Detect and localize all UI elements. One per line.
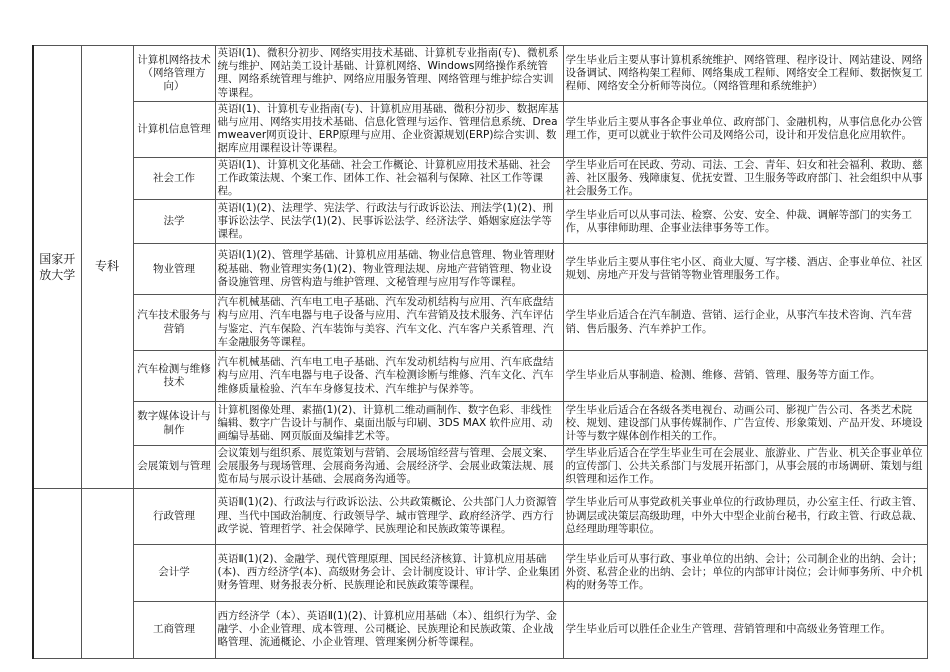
courses-cell: 英语Ⅱ(1)(2)、金融学、现代管理原理、国民经济核算、计算机应用基础(本)、西方经济学(本)、高级财务会计、会计制度设计、审计学、企业集团财务管理、财务报表分析、民族理论和民族政策等课程。 (215, 544, 563, 601)
table-row (33, 446, 927, 489)
major-cell: 物业管理 (133, 244, 215, 295)
major-cell: 行政管理 (133, 488, 215, 544)
courses-cell: 会议策划与组织系、展览策划与营销、会展场馆经营与管理、会展文案、会展服务与现场管理、会展商务沟通、会展经济学、会展业政策法规、展览布局与展示设计基础、会展商务沟通等。 (215, 446, 563, 489)
courses-cell: 西方经济学（本）、英语Ⅱ(1)(2)、计算机应用基础（本）、组织行为学、金融学、小企业管理、成本管理、公司概论、民族理论和民族政策、企业战略管理、流通概论、小企业管理、管理案例分析等课程。 (215, 601, 563, 658)
school-cell: 国家开放大学 (33, 46, 81, 489)
major-cell: 数字媒体设计与制作 (133, 402, 215, 446)
table-row (33, 351, 927, 402)
employment-cell: 学生毕业后适合在各级各类电视台、动画公司、影视广告公司、各类艺术院校、规划、建设部门从事传媒制作、广告宣传、形象策划、产品开发、环境设计等与数字媒体创作相关的工作。 (563, 402, 927, 446)
courses-cell: 计算机图像处理、素描(1)(2)、计算机二维动画制作、数字色彩、非线性编辑、数字广告设计与制作、桌面出版与印刷、3DS MAX 软件应用、动画编导基础、网页版面及编排艺术等。 (215, 402, 563, 446)
employment-cell: 学生毕业后从事制造、检测、维修、营销、管理、服务等方面工作。 (563, 351, 927, 402)
employment-cell: 学生毕业后可从事党政机关事业单位的行政协理员，办公室主任、行政主管、协调层或决策层高级助理，中外大中型企业前台秘书，行政主管、行政总裁、总经理助理等职位。 (563, 488, 927, 544)
table-row (33, 101, 927, 157)
employment-cell: 学生毕业后适合在学生毕业生可在会展业、旅游业、广告业、机关企事业单位的宣传部门、公共关系部门与发展开拓部门，从事会展的市场调研、策划与组织管理和运作工作。 (563, 446, 927, 489)
major-table (32, 45, 928, 659)
employment-cell: 学生毕业后主要从事住宅小区、商业大厦、写字楼、酒店、企事业单位、社区规划、房地产开发与营销等物业管理服务工作。 (563, 244, 927, 295)
table-row (33, 157, 927, 200)
major-cell: 汽车技术服务与营销 (133, 295, 215, 351)
major-cell: 会展策划与管理 (133, 446, 215, 489)
employment-cell: 学生毕业后可从事行政、事业单位的出纳、会计；公司制企业的出纳、会计；外资、私营企业的出纳、会计；单位的内部审计岗位；会计师事务所、中介机构的财务等工作。 (563, 544, 927, 601)
table-row (33, 488, 927, 544)
major-cell: 计算机网络技术（网络管理方向） (133, 46, 215, 102)
table-row (33, 544, 927, 601)
school-cell-lower (33, 488, 81, 658)
table-row (33, 46, 927, 102)
employment-cell: 学生毕业后可在民政、劳动、司法、工会、青年、妇女和社会福利、救助、慈善、社区服务、残障康复、优抚安置、卫生服务等政府部门、社会组织中从事社会服务工作。 (563, 157, 927, 200)
employment-cell: 学生毕业后可以从事司法、检察、公安、安全、仲裁、调解等部门的实务工作，从事律师助理、企事业法律事务等工作。 (563, 200, 927, 244)
courses-cell: 英语Ⅰ(1)、计算机专业指南(专)、计算机应用基础、微积分初步、数据库基础与应用、网络实用技术基础、信息化管理与运作、管理信息系统、Dreamweaver网页设计、ERP原理与应用、企业资源规划(ERP)综合实训、数据库应用课程设计等课程。 (215, 101, 563, 157)
courses-cell: 汽车机械基础、汽车电工电子基础、汽车发动机结构与应用、汽车底盘结构与应用、汽车电器与电子设备、汽车检测诊断与维修、汽车文化、汽车维修质量检验、汽车车身修复技术、汽车维护与保养等。 (215, 351, 563, 402)
courses-cell: 英语Ⅰ(1)、微积分初步、网络实用技术基础、计算机专业指南(专)、微机系统与维护、网站美工设计基础、计算机网络、Windows网络操作系统管理、网络系统管理与维护、网络应用服务管理、网络管理与维护综合实训等课程。 (215, 46, 563, 102)
major-cell: 社会工作 (133, 157, 215, 200)
table-row (33, 200, 927, 244)
employment-cell: 学生毕业后主要从事各企事业单位、政府部门、金融机构，从事信息化办公管理工作，更可以就业于软件公司及网络公司，设计和开发信息化应用软件。 (563, 101, 927, 157)
employment-cell: 学生毕业后主要从事计算机系统维护、网络管理、程序设计、网站建设、网络设备调试、网络构架工程师、网络集成工程师、网络安全工程师、数据恢复工程师、网络安全分析师等岗位。（网络管理和系统维护） (563, 46, 927, 102)
courses-cell: 英语Ⅰ(1)(2)、法理学、宪法学、行政法与行政诉讼法、刑法学(1)(2)、刑事诉讼法学、民法学(1)(2)、民事诉讼法学、经济法学、婚姻家庭法学等课程。 (215, 200, 563, 244)
courses-cell: 英语Ⅰ(1)、计算机文化基础、社会工作概论、计算机应用技术基础、社会工作政策法规、个案工作、团体工作、社会福利与保障、社区工作等课程。 (215, 157, 563, 200)
employment-cell: 学生毕业后可以胜任企业生产管理、营销管理和中高级业务管理工作。 (563, 601, 927, 658)
major-cell: 汽车检测与维修技术 (133, 351, 215, 402)
table-row (33, 244, 927, 295)
courses-cell: 汽车机械基础、汽车电工电子基础、汽车发动机结构与应用、汽车底盘结构与应用、汽车电器与电子设备与应用、汽车营销及技术服务、汽车评估与鉴定、汽车保险、汽车装饰与美容、汽车文化、汽车客户关系管理、汽车金融服务等课程。 (215, 295, 563, 351)
level-cell: 专科 (81, 46, 133, 489)
major-table-sheet (32, 45, 926, 659)
table-row (33, 295, 927, 351)
table-row (33, 402, 927, 446)
major-cell: 计算机信息管理 (133, 101, 215, 157)
table-row (33, 601, 927, 658)
employment-cell: 学生毕业后适合在汽车制造、营销、运行企业，从事汽车技术咨询、汽车营销、售后服务、汽车养护工作。 (563, 295, 927, 351)
major-cell: 会计学 (133, 544, 215, 601)
major-cell: 法学 (133, 200, 215, 244)
major-cell: 工商管理 (133, 601, 215, 658)
courses-cell: 英语Ⅱ(1)(2)、行政法与行政诉讼法、公共政策概论、公共部门人力资源管理、当代中国政治制度、行政领导学、城市管理学、政府经济学、西方行政学说、管理哲学、社会保障学、民族理论和民族政策等课程。 (215, 488, 563, 544)
courses-cell: 英语Ⅰ(1)(2)、管理学基础、计算机应用基础、物业信息管理、物业管理财税基础、物业管理实务(1)(2)、物业管理法规、房地产营销管理、物业设备设施管理、房管构造与维护管理、文秘管理与应用写作等课程。 (215, 244, 563, 295)
level-cell-lower (81, 488, 133, 658)
